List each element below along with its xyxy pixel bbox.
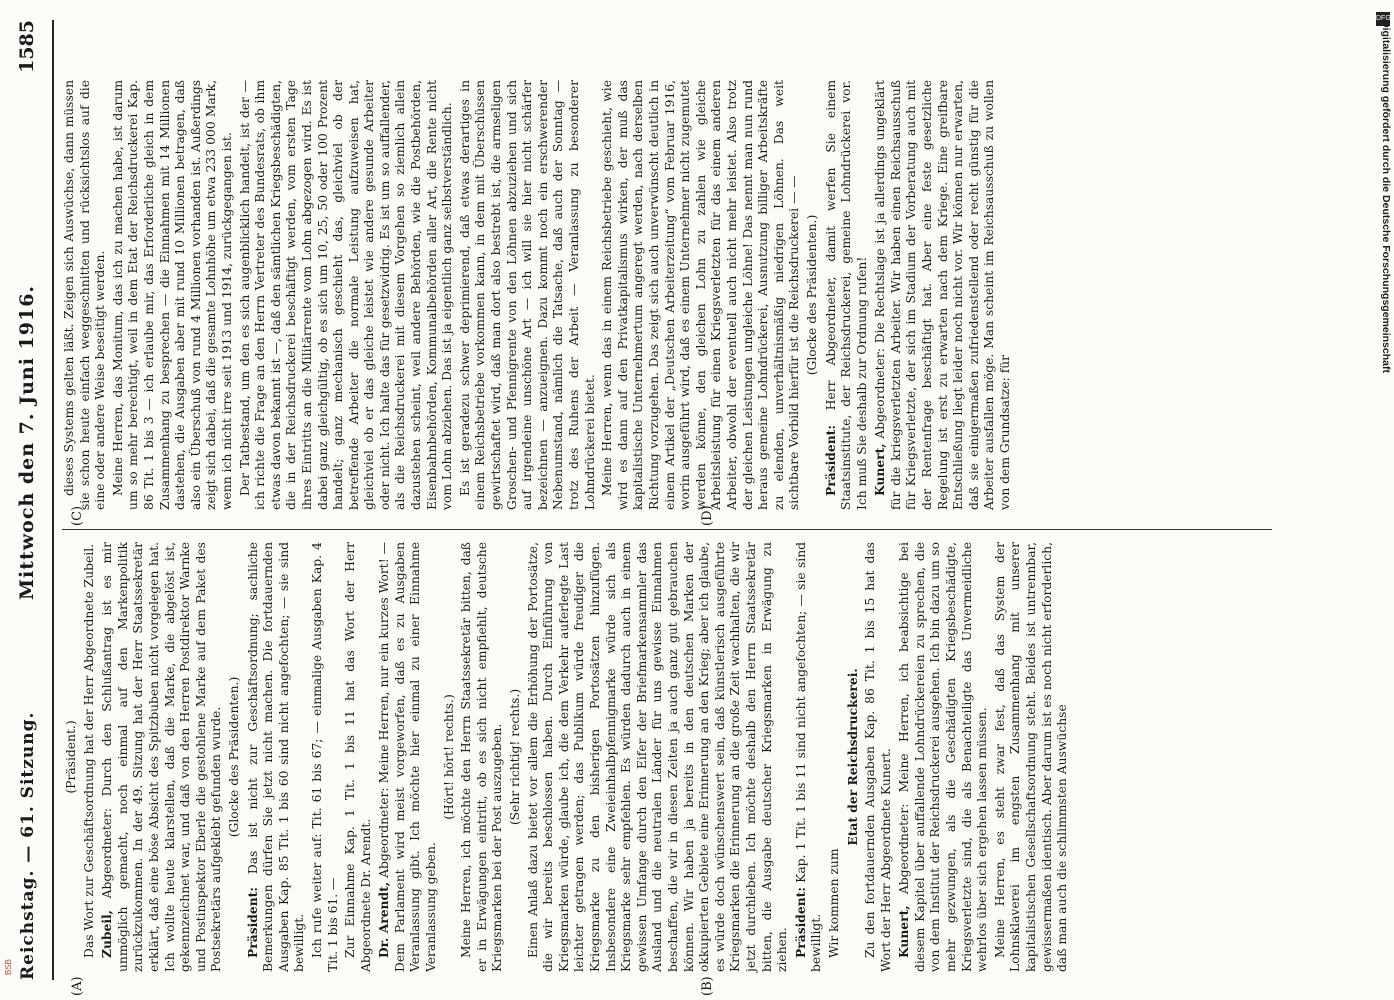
- right-text-column: [62, 80, 1016, 510]
- paragraph: [863, 542, 894, 972]
- paragraph-text: Zu den fortdauernden Ausgaben Kap. 86 Tit. 1 bis 15 hat das Wort der Herr Abgeordnete Kunert.: [863, 542, 893, 972]
- paragraph: [993, 542, 1071, 972]
- paragraph: [82, 542, 98, 972]
- paragraph: [111, 80, 236, 510]
- centered-line: [64, 542, 80, 972]
- paragraph-text: Meine Herren, das Monitum, das ich zu machen habe, ist darum um so mehr berechtigt, weil in dem Etat der Reichsdruckerei Kap. 86 Tit. 1 bis 3 — ich erlaube mir, das Erforderliche gleich in dem Zusammenhang zu besprechen — die Einnahmen mit 14 Millionen dastehen, die Ausgaben aber mit rund 10 Millionen betragen, daß also ein Überschuß von rund 4 Millionen vorhanden ist. Außerdings zeigt sich dabei, daß die gesamte Lohnhöhe um etwa 233 000 Mark, wenn ich nicht irre seit 1913 und 1914, zurückgegangen ist.: [110, 80, 234, 510]
- speaker-name: Präsident:: [822, 425, 838, 496]
- speaker-name: Dr. Arendt,: [376, 881, 392, 958]
- paragraph-text: (Präsident.): [64, 720, 78, 794]
- paragraph: [600, 80, 803, 510]
- paragraph: [872, 80, 1013, 510]
- paragraph: [343, 542, 374, 972]
- column-divider: [62, 529, 1272, 530]
- margin-mark-a: (A): [70, 976, 85, 996]
- centered-line: [442, 542, 458, 972]
- speaker-name: Kunert,: [896, 905, 912, 958]
- paragraph-text: Etat der Reichsdruckerei.: [844, 668, 860, 846]
- speaker-name: Präsident:: [244, 887, 260, 958]
- library-stamp: BSB: [4, 958, 13, 975]
- paragraph-text: Ich rufe weiter auf: Tit. 61 bis 67; — einmalige Ausgaben Kap. 4 Tit. 1 bis 61. —: [309, 542, 340, 972]
- paragraph: [310, 542, 341, 972]
- paragraph-text: Meine Herren, wenn das in einem Reichsbetriebe geschieht, wie wird es dann auf den Privatkapitalismus wirken, der muß das kapitalistische Unternehmertum angeregt werden, nach derselben Richtung vorzugehen. Das zeigt sich auch unverwünscht deutlich in einem Artikel der „Deutschen Arbeiterzeitung“ vom Februar 1916, worin ausgeführt wird, daß es einem Unternehmer nicht zugemutet werden könne, den gleichen Lohn zu zahlen wie gleiche Arbeitsleistung für einen Kriegsverletzten für das einem anderen Arbeiter, obwohl der eventuell auch nicht mehr leistet. Also trotz der gleichen Leistungen ungleiche Löhne! Das nennt man nun rund heraus gemeine Lohndrückerei, Ausnutzung billiger Arbeitskräfte zu elenden, unverhältnismäßig niedrigen Löhnen. Das weit sichtbare Vorbild hierfür ist die Reichsdruckerei — —: [600, 80, 802, 510]
- paragraph-text: Abgeordneter: Meine Herren, ich beabsichtige bei diesem Kapitel über auffallende Lohndrückereien zu sprechen, die von dem Institut der Reichsdruckerei ausgehen. Ich bin dazu um so mehr gezwungen, als die Geschädigten Kriegsbeschädigte, Kriegsverletzte sind, die als Benachteiligte das Unvermeidliche wehrlos über sich ergehen lassen müssen.: [897, 542, 990, 972]
- paragraph-text: Das Wort zur Geschäftsordnung hat der Herr Abgeordnete Zubeil.: [81, 543, 96, 958]
- speaker-name: Zubeil,: [99, 910, 115, 958]
- speaker-name: Kunert,: [872, 443, 888, 496]
- paragraph-text: Herr Abgeordneter, damit werfen Sie einem Staatsinstitute, der Reichsdruckerei, gemeine Lohndrückerei vor. Ich muß Sie deshalb zur Ordnung rufen!: [823, 80, 869, 510]
- page-number: 1585: [16, 20, 38, 73]
- paragraph-text: Zur Einnahme Kap. 1 Tit. 1 bis 11 hat das Wort der Herr Abgeordnete Dr. Arendt.: [343, 542, 373, 972]
- paragraph-text: Abgeordneter: Durch den Schlußantrag ist es mir unmöglich gemacht, noch einmal auf den Markenpolitik zurückzukommen. In der 49. Sitzung hat der Herr Staatssekretär erklärt, daß eine böse Absicht des Spitzbuben nicht vorgelegen hat. Ich wollte heute klarstellen, daß die Marke, die abgelöst ist, gekennzeichnet war, und daß von den Herren Postdirektor Warnke und Postinspektor Eberle die gestohlene Marke auf dem Paket des Postsekretärs aufgeklebt gefunden wurde.: [100, 542, 224, 972]
- centered-line: [845, 542, 862, 972]
- paragraph-text: Meine Herren, ich möchte den Herrn Staatssekretär bitten, daß er in Erwägungen eintritt, ob es sich nicht empfiehlt, deutsche Kriegsmarken bei der Post auszugeben.: [459, 542, 505, 972]
- paragraph: [827, 542, 843, 972]
- paragraph: [245, 542, 308, 972]
- dfg-logo-icon: DFG: [1376, 12, 1390, 26]
- running-header: [12, 20, 54, 980]
- left-text-column: [62, 542, 1073, 972]
- paragraph-text: dieses Systems gelten läßt. Zeigen sich Auswüchse, dann müssen sie schon heute einfach weggeschnitten und rücksichtslos auf die eine oder andere Weise beseitigt werden.: [62, 80, 108, 510]
- margin-mark-c: (C): [70, 505, 85, 526]
- speaker-name: Präsident:: [792, 887, 808, 958]
- paragraph: [238, 80, 456, 510]
- header-date: Mittwoch den 7. Juni 1916.: [16, 284, 38, 600]
- paragraph-text: Wir kommen zum: [826, 848, 841, 958]
- margin-mark-d: (D): [700, 505, 715, 526]
- centered-line: [508, 542, 524, 972]
- header-session: Reichstag. — 61. Sitzung.: [18, 711, 38, 980]
- funding-notice-text: Digitalisierung gefördert durch die Deutsche Forschungsgemeinschaft: [1380, 20, 1392, 373]
- funding-notice: [1372, 20, 1392, 980]
- paragraph: [823, 80, 871, 510]
- paragraph-text: Das ist nicht zur Geschäftsordnung; sachliche Bemerkungen dürfen Sie jetzt nicht machen. Die fortdauernden Ausgaben Kap. 85 Tit. 1 bis 60 sind nicht angefochten; — sie sind bewilligt.: [245, 542, 307, 972]
- paragraph-text: Abgeordneter: Die Rechtslage ist ja allerdings ungeklärt für die kriegsverletzten Arbeiter. Wir haben einen Reichsausschuß für Kriegsverletzte, der sich im Stadium der Vorberatung auch mit der Rentenfrage beschäftigt hat. Aber eine feste gesetzliche Regelung ist erst zu erwarten nach dem Kriege. Eine greifbare Entschließung liegt leider noch nicht vor. Wir können nur erwarten, daß sie einigermaßen zufriedenstellend oder recht günstig für die Arbeiter ausfallen möge. Man scheint im Reichsausschuß zu wollen von dem Grundsatze: für: [873, 80, 1013, 510]
- paragraph: [99, 542, 225, 972]
- paragraph-text: Einen Anlaß dazu bietet vor allem die Erhöhung der Portosätze, die wir bereits beschlossen haben. Durch Einführung von Kriegsmarken würde, glaube ich, die dem Verkehr auferlegte Last leichter getragen werden; das Publikum würde freudiger die Kriegsmarke zu den bisherigen Portosätzen hinzufügen. Insbesondere eine Zweieinhalbpfennigmarke würde sich als Kriegsmarke sehr empfehlen. Es würden dadurch auch in einem gewissen Umfange durch den Eifer der Briefmarkensammler das Ausland und die neutralen Länder für uns gewisse Einnahmen beschaffen, die wir in diesen Zeiten ja auch ganz gut gebrauchen können. Wir haben ja bereits in den deutschen Marken der okkupierten Gebiete eine Erinnerung an den Krieg; aber ich glaube, es würde doch wünschenswert sein, daß künstlerisch ausgeführte Kriegsmarken die Erinnerung an die große Zeit wachhalten, die wir jetzt durchleben. Ich möchte deshalb den Herrn Staatssekretär bitten, die Ausgabe deutscher Kriegsmarken in Erwägung zu ziehen.: [525, 542, 790, 972]
- paragraph-text: (Glocke des Präsidenten.): [804, 214, 819, 376]
- paragraph-text: Kap. 1 Tit. 1 bis 11 sind nicht angefochten; — sie sind bewilligt.: [793, 542, 824, 972]
- paragraph: [62, 80, 109, 510]
- centered-line: [805, 80, 821, 510]
- paragraph-text: Meine Herren, es steht zwar fest, daß das System der Lohnsklaverei im engsten Zusammenhang mit unserer kapitalistischen Gesellschaftsordnung steht. Beides ist untrennbar, gewissermaßen identisch. Aber darum ist es noch nicht erforderlich, daß man auch die schlimmsten Auswüchse: [992, 542, 1070, 972]
- paragraph-text: (Glocke des Präsidenten.): [226, 676, 241, 838]
- paragraph: [793, 542, 825, 972]
- paragraph: [458, 80, 598, 510]
- margin-mark-b: (B): [700, 976, 715, 996]
- paragraph: [896, 542, 991, 972]
- paragraph-text: Der Tatbestand, um den es sich augenblicklich handelt, ist der — ich richte die Frage an den Herrn Vertreter des Bundesrats, ob ihm etwas davon bekannt ist —, daß den sämtlichen Kriegsbeschädigten, die in der Reichsdruckerei beschäftigt werden, vom ersten Tage ihres Eintritts an die Militärrente vom Lohn abgezogen wird. Es ist dabei ganz gleichgültig, ob es sich um 10, 25, 50 oder 100 Prozent handelt; ganz mechanisch geschieht das, gleichviel ob der betreffende Arbeiter die normale Leistung aufzuweisen hat, gleichviel ob er das gleiche leistet wie andere gesunde Arbeiter oder nicht. Ich halte das für gesetzwidrig. Es ist um so auffallender, als die Reichsdruckerei mit diesem Vorgehen so ziemlich allein dazustehen scheint, weil andere Behörden, wie die Postbehörden, Eisenbahnbehörden, Kommunalbehörden aller Art, die Rente nicht vom Lohn abziehen. Das ist ja eigentlich ganz selbstverständlich.: [237, 80, 455, 510]
- paragraph-text: (Sehr richtig! rechts.): [508, 688, 523, 826]
- paragraph-text: Abgeordneter: Meine Herren, nur ein kurzes Wort! — Dem Parlament wird meist vorgeworfen, daß es zu Ausgaben Veranlassung gibt. Ich möchte hier einmal zu einer Einnahme Veranlassung geben.: [377, 541, 439, 972]
- paragraph-text: Es ist geradezu schwer deprimierend, daß etwas derartiges in einem Reichsbetriebe vorkommen kann, in dem mit Überschüssen gewirtschaftet wird, daß man dort also bestrebt ist, die armseligen Groschen- und Pfennigrente von den Löhnen abzuziehen und sich auf irgendeine unschöne Art — ich will sie hier nicht schärfer bezeichnen — anzueignen. Dazu kommt noch ein erschwerender Nebenumstand, nämlich die Tatsache, daß auch der Sonntag — trotz des Ruhens der Arbeit — Veranlassung zu besonderer Lohndrückerei bietet.: [457, 80, 597, 510]
- paragraph: [526, 542, 791, 972]
- paragraph-text: (Hört! hört! rechts.): [441, 694, 456, 820]
- paragraph: [376, 542, 439, 972]
- paragraph: [459, 542, 506, 972]
- centered-line: [227, 542, 243, 972]
